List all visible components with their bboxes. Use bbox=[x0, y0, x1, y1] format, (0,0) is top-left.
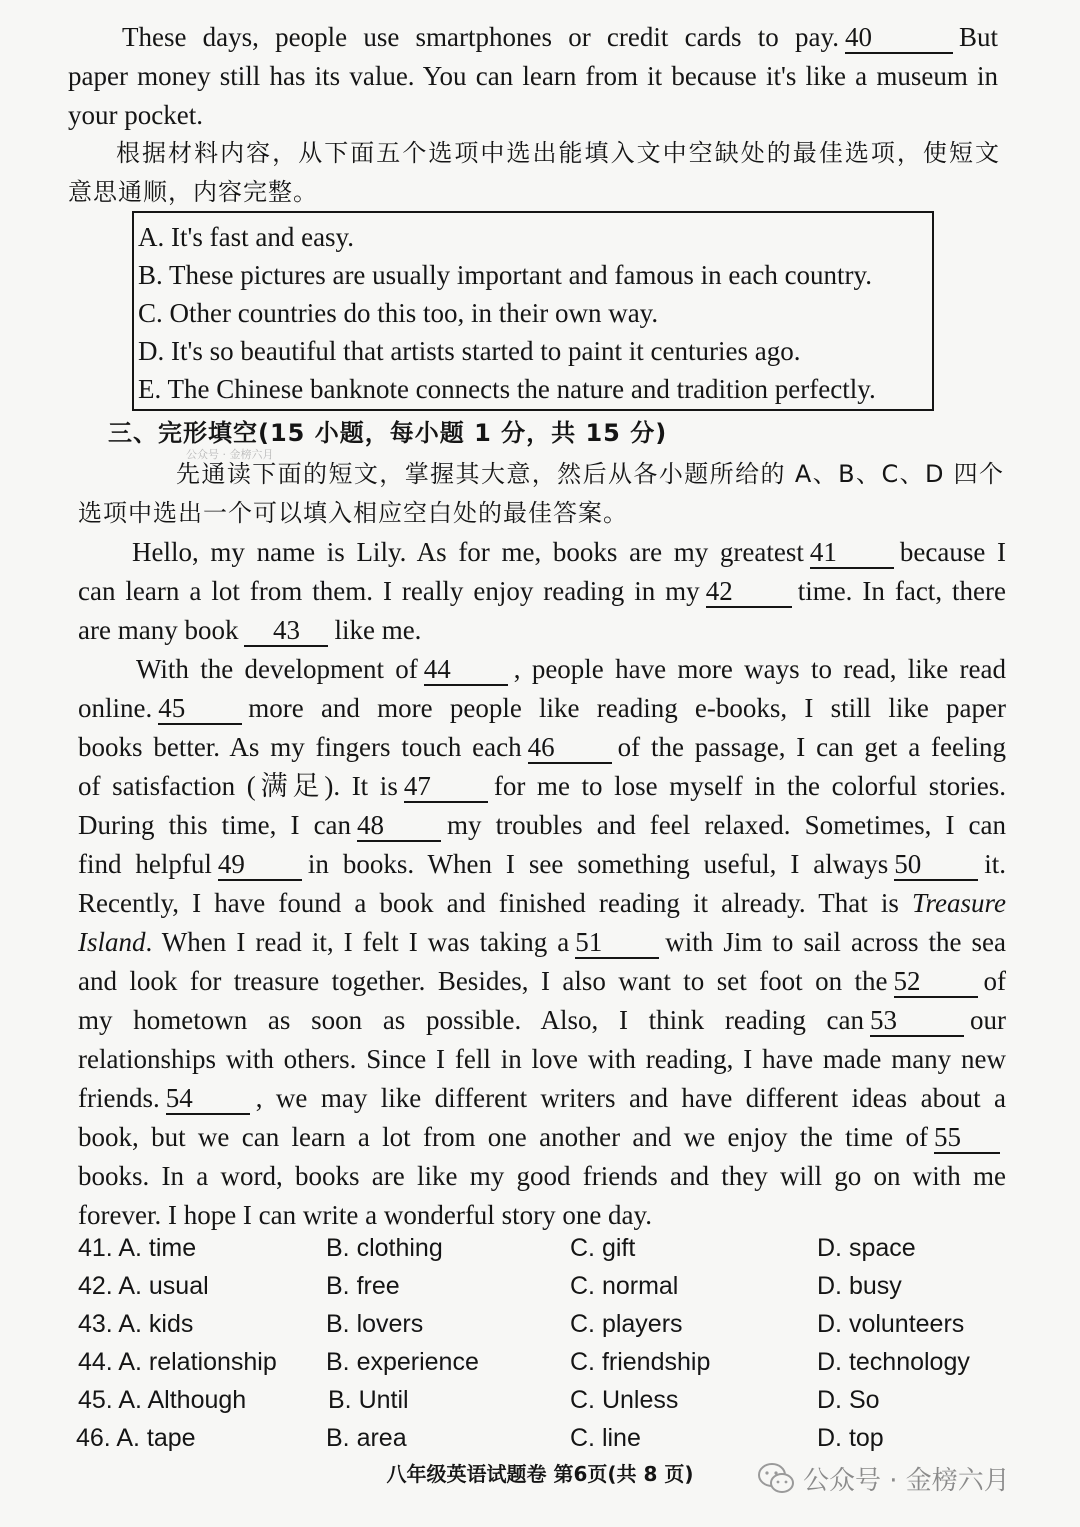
question-number-option-a: 43. A. kids bbox=[78, 1310, 194, 1338]
passage-line bbox=[78, 689, 1006, 727]
text: it. bbox=[984, 849, 1006, 879]
question-row bbox=[0, 1229, 1080, 1267]
question-number-option-a: 44. A. relationship bbox=[78, 1348, 277, 1376]
text: are many book bbox=[78, 615, 239, 645]
question-row bbox=[0, 1419, 1080, 1457]
text: Recently, I have found a book and finished reading it already. That is bbox=[78, 888, 899, 918]
book-title: Island bbox=[78, 927, 146, 957]
passage-line bbox=[78, 806, 1006, 844]
text: my hometown as soon as possible. Also, I think reading can bbox=[78, 1005, 864, 1035]
blank-47: 47 bbox=[404, 771, 488, 803]
text: friends. bbox=[78, 1083, 160, 1113]
blank-51: 51 bbox=[575, 927, 659, 959]
option-d: D. space bbox=[817, 1234, 916, 1262]
text: . When I read it, I felt I was taking a bbox=[145, 927, 570, 957]
instruction-line: 先通读下面的短文，掌握其大意，然后从各小题所给的 A、B、C、D 四个 bbox=[176, 460, 1004, 488]
text: These days, people use smartphones or credit cards to pay. bbox=[122, 22, 839, 52]
passage-line bbox=[78, 1118, 1006, 1156]
option-d: D. busy bbox=[817, 1272, 902, 1300]
question-row bbox=[0, 1305, 1080, 1343]
text: can learn a lot from them. I really enjoy reading in my bbox=[78, 576, 700, 606]
option-c: C. Other countries do this too, in their own way. bbox=[138, 298, 659, 328]
option-b: B. area bbox=[326, 1424, 407, 1452]
blank-43: 43 bbox=[244, 615, 328, 647]
option-c: C. friendship bbox=[570, 1348, 711, 1376]
option-e: E. The Chinese banknote connects the nature and tradition perfectly. bbox=[138, 374, 876, 404]
text: books better. As my fingers touch each bbox=[78, 732, 522, 762]
passage-line bbox=[78, 728, 1006, 766]
text: and look for treasure together. Besides, I also want to set foot on the bbox=[78, 966, 888, 996]
blank-49: 49 bbox=[218, 849, 302, 881]
wechat-watermark bbox=[757, 1460, 1010, 1497]
text: , people have more ways to read, like read bbox=[513, 654, 1007, 684]
text: of the passage, I can get a feeling bbox=[617, 732, 1006, 762]
passage-line bbox=[78, 572, 1006, 610]
question-number-option-a: 46. A. tape bbox=[76, 1424, 196, 1452]
blank-46: 46 bbox=[528, 732, 612, 764]
passage-line bbox=[132, 533, 1006, 571]
text: my troubles and feel relaxed. Sometimes, I can bbox=[447, 810, 1006, 840]
text: with Jim to sail across the sea bbox=[665, 927, 1006, 957]
question-row bbox=[0, 1343, 1080, 1381]
option-b: B. These pictures are usually important and famous in each country. bbox=[138, 260, 873, 290]
text: online. bbox=[78, 693, 153, 723]
question-row bbox=[0, 1267, 1080, 1305]
text: more and more people like reading e-books, I still like paper bbox=[248, 693, 1006, 723]
passage-line bbox=[78, 962, 1006, 1000]
passage-line: your pocket. bbox=[68, 100, 203, 130]
blank-55: 55 bbox=[934, 1122, 1000, 1154]
option-b: B. clothing bbox=[326, 1234, 443, 1262]
instruction-line: 意思通顺，内容完整。 bbox=[68, 178, 318, 206]
text: like me. bbox=[334, 615, 422, 645]
blank-50: 50 bbox=[894, 849, 978, 881]
text: book, but we can learn a lot from one another and we enjoy the time of bbox=[78, 1122, 928, 1152]
blank-45: 45 bbox=[158, 693, 242, 725]
passage-line bbox=[78, 1079, 1006, 1117]
question-number-option-a: 41. A. time bbox=[78, 1234, 197, 1262]
option-c: C. players bbox=[570, 1310, 683, 1338]
option-d: D. It's so beautiful that artists started to paint it centuries ago. bbox=[138, 336, 801, 366]
passage-line bbox=[78, 923, 1006, 961]
wechat-icon bbox=[757, 1462, 795, 1496]
watermark-small: 公众号 · 金榜六月 bbox=[186, 448, 274, 461]
text: find helpful bbox=[78, 849, 212, 879]
text: But bbox=[958, 22, 998, 52]
passage-line: paper money still has its value. You can learn from it because it's like a museum in bbox=[68, 61, 998, 91]
blank-42: 42 bbox=[706, 576, 792, 608]
option-b: B. free bbox=[326, 1272, 400, 1300]
text: of bbox=[983, 966, 1006, 996]
blank-48: 48 bbox=[357, 810, 441, 842]
text: During this time, I can bbox=[78, 810, 352, 840]
watermark-text: 公众号 · 金榜六月 bbox=[803, 1466, 1010, 1496]
option-c: C. line bbox=[570, 1424, 641, 1452]
passage-line bbox=[78, 884, 1006, 922]
passage-line bbox=[78, 611, 1020, 649]
option-c: C. gift bbox=[570, 1234, 636, 1262]
text: Hello, my name is Lily. As for me, books are my greatest bbox=[132, 537, 804, 567]
passage-line bbox=[122, 18, 998, 56]
text: With the development of bbox=[136, 654, 418, 684]
text: time. In fact, there bbox=[797, 576, 1006, 606]
blank-40: 40 bbox=[845, 22, 953, 54]
page-footer: 八年级英语试题卷 第6页(共 8 页) bbox=[386, 1462, 694, 1486]
passage-line bbox=[78, 845, 1006, 883]
text: our bbox=[970, 1005, 1006, 1035]
text: because I bbox=[899, 537, 1006, 567]
question-row bbox=[0, 1381, 1080, 1419]
blank-52: 52 bbox=[894, 966, 978, 998]
text: , we may like different writers and have different ideas about a bbox=[255, 1083, 1006, 1113]
book-title: Treasure bbox=[911, 888, 1006, 918]
passage-line bbox=[78, 1001, 1006, 1039]
option-d: D. top bbox=[817, 1424, 884, 1452]
option-b: B. Until bbox=[328, 1386, 409, 1414]
question-number-option-a: 42. A. usual bbox=[78, 1272, 209, 1300]
option-c: C. normal bbox=[570, 1272, 679, 1300]
instruction-line: 选项中选出一个可以填入相应空白处的最佳答案。 bbox=[78, 499, 628, 527]
passage-line bbox=[136, 650, 1006, 688]
option-c: C. Unless bbox=[570, 1386, 679, 1414]
passage-line: relationships with others. Since I fell in love with reading, I have made many new bbox=[78, 1044, 1006, 1074]
text: in books. When I see something useful, I always bbox=[307, 849, 889, 879]
option-d: D. technology bbox=[817, 1348, 970, 1376]
blank-53: 53 bbox=[870, 1005, 964, 1037]
section-heading: 三、完形填空(15 小题，每小题 1 分，共 15 分) bbox=[108, 419, 668, 447]
blank-54: 54 bbox=[166, 1083, 250, 1115]
passage-line: books. In a word, books are like my good friends and they will go on with me bbox=[78, 1161, 1006, 1191]
option-d: D. So bbox=[817, 1386, 880, 1414]
passage-line bbox=[78, 767, 1006, 805]
instruction-line: 根据材料内容，从下面五个选项中选出能填入文中空缺处的最佳选项，使短文 bbox=[116, 139, 1000, 167]
question-number-option-a: 45. A. Although bbox=[78, 1386, 247, 1414]
option-b: B. lovers bbox=[326, 1310, 424, 1338]
blank-41: 41 bbox=[810, 537, 894, 569]
blank-44: 44 bbox=[424, 654, 508, 686]
option-d: D. volunteers bbox=[817, 1310, 965, 1338]
option-a: A. It's fast and easy. bbox=[138, 222, 355, 252]
text: of satisfaction (满足). It is bbox=[78, 771, 398, 801]
option-b: B. experience bbox=[326, 1348, 479, 1376]
text: for me to lose myself in the colorful stories. bbox=[493, 771, 1006, 801]
passage-line: forever. I hope I can write a wonderful story one day. bbox=[78, 1200, 653, 1230]
